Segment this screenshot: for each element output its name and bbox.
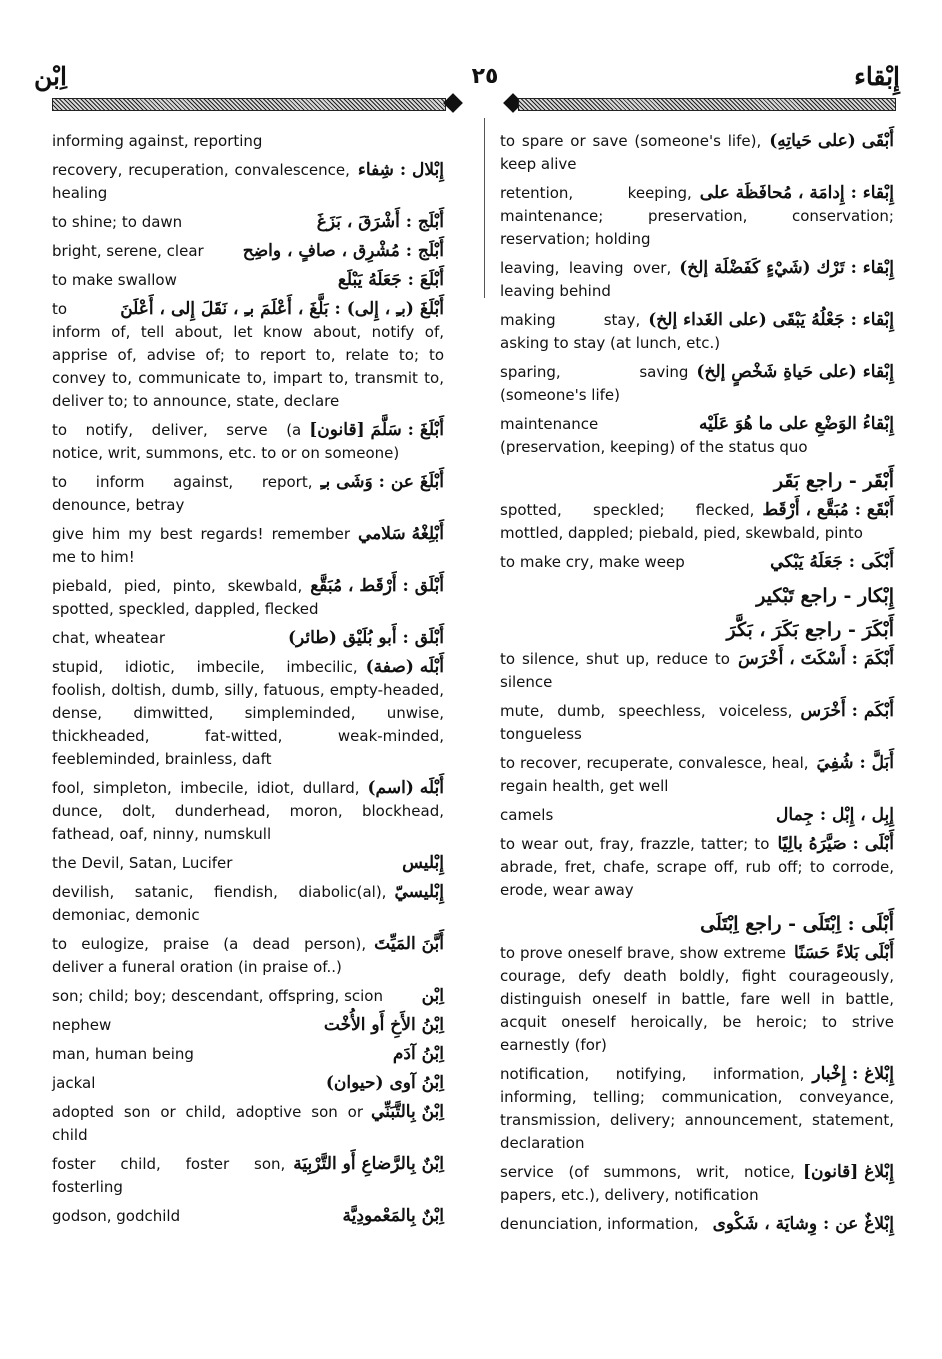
dictionary-entry [52,523,444,569]
english-definition: to inform against, report, denounce, betray [52,473,313,514]
arabic-headword: اِبْنُ آوى (حيوان) [325,1073,444,1093]
dictionary-entry [500,833,894,902]
dictionary-entry [500,257,894,303]
arabic-headword: أَبْلَق : أَبو بُلَيْق (طائر) [287,628,444,648]
cross-reference-entry: أَبْقَر - راجع بَقَر [773,470,894,492]
dictionary-entry [52,575,444,621]
english-definition: bright, serene, clear [52,242,204,260]
left-column [52,130,444,1234]
arabic-headword: أَبْلَق : أَرْقَط ، مُبَقَّع [310,576,444,596]
dictionary-entry [52,1101,444,1147]
arabic-headword: اِبْن [421,986,444,1006]
english-definition: fool, simpleton, imbecile, idiot, dullard, dunce, dolt, dunderhead, moron, blockhead, fathead, oaf, ninny, numskull [52,779,444,843]
dictionary-entry [52,1205,444,1228]
dictionary-entry [52,471,444,517]
dictionary-entry [500,1161,894,1207]
english-definition: to inform of, tell about, let know about, notify of, apprise of, advise of; to report to, relate to; to convey to, communicate to, impart to, transmit to, deliver to; to announce, state, declare [52,300,444,410]
arabic-headword: أَبْلَه (اسم) [367,778,444,798]
english-definition: foster child, foster son, fosterling [52,1155,286,1196]
arabic-headword: أَبْقَع : مُبَقَّع ، أَرْقَط [762,500,894,520]
english-definition: leaving, leaving over, leaving behind [500,259,672,300]
english-definition: maintenance (preservation, keeping) of the status quo [500,415,808,456]
arabic-headword: اِبْنٌ بِالمَعْمودِيَّة [342,1206,444,1226]
left-running-head: اِبْن [34,62,67,91]
arabic-headword: أَبْكَى : جَعَلَهُ يَبْكي [770,552,894,572]
cross-reference-entry: أَبْكَرَ - راجع بَكَرَ ، بَكَّرَ [726,619,894,641]
dictionary-entry [52,1043,444,1066]
arabic-headword: اِبْنُ آدَم [392,1044,444,1064]
arabic-headword: إِبْليسيّ [394,882,444,902]
english-definition: to notify, deliver, serve (a notice, writ, summons, etc. to or on someone) [52,421,400,462]
dictionary-entry [500,942,894,1057]
english-definition: the Devil, Satan, Lucifer [52,854,233,872]
dictionary-entry [500,648,894,694]
dictionary-entry [500,499,894,545]
english-definition: to make cry, make weep [500,553,685,571]
english-definition: service (of summons, writ, notice, papers, etc.), delivery, notification [500,1163,795,1204]
arabic-headword: إِبْقاء : جَعْلُهُ يَبْقَى (على الغَداء إلخ) [648,310,894,330]
dictionary-entry [52,240,444,263]
arabic-headword: أَبْكَمَ : أَسْكَتَ ، أَخْرَسَ [737,649,894,669]
arabic-headword: أَبْلَعَ : جَعَلَهُ يَبْلَع [337,270,444,290]
dictionary-entry [52,1014,444,1037]
english-definition: piebald, pied, pinto, skewbald, spotted, speckled, dappled, flecked [52,577,319,618]
arabic-headword: أَبْلَه (صفة) [365,657,444,677]
arabic-headword: أَبْلَى بَلاءً حَسَنًا [794,943,894,963]
dictionary-entry [500,700,894,746]
dictionary-entry [52,985,444,1008]
arabic-headword: اِبْنٌ بِالتَّبَنِّي [371,1102,444,1122]
dictionary-entry [500,752,894,798]
english-definition: making stay, asking to stay (at lunch, etc.) [500,311,721,352]
arabic-headword: إِبْليس [402,853,444,873]
english-definition: to recover, recuperate, convalesce, heal, regain health, get well [500,754,809,795]
cross-reference-entry: أَبْلَى : اِبْتَلَى - راجع اِبْتَلَى [700,913,894,935]
dictionary-entry [500,1063,894,1155]
dictionary-entry [52,419,444,465]
english-definition: retention, keeping, maintenance; preservation, conservation; reservation; holding [500,184,894,248]
dictionary-entry [500,130,894,176]
dictionary-entry [500,309,894,355]
arabic-headword: إِبْلاغٌ عن : وِشايَة ، شَكْوى [712,1214,894,1234]
dictionary-entry [52,852,444,875]
header-rule-left [52,98,446,111]
arabic-headword: أَبْلَى : صَيَّرَهُ بالِيًا [777,834,894,854]
header-rule-right [518,98,896,111]
arabic-headword: أَبْلَغَ عن : وَشَى بـِ [320,472,444,492]
english-definition: to eulogize, praise (a dead person), deliver a funeral oration (in praise of..) [52,935,367,976]
dictionary-entry [500,804,894,827]
english-definition: to shine; to dawn [52,213,183,231]
dictionary-entry [52,777,444,846]
arabic-headword: أَبَلَّ : شُفِيَ [816,753,894,773]
arabic-headword: اِبْنُ الأَخِ أَو الأُخْت [323,1015,444,1035]
arabic-headword: إِبْقاءُ الوَضْعِ على ما هُوَ عَلَيْه [699,414,894,434]
arabic-headword: أَبْلَغَ (بـِ ، إِلى) : بَلَّغَ ، أَعْلَمَ بـِ ، نَقَلَ إِلى ، أَعْلَنَ [120,299,444,319]
english-definition: chat, wheatear [52,629,166,647]
english-definition: to prove oneself brave, show extreme courage, defy death boldly, fight courageously, distinguish oneself in battle, fare well in battle, acquit oneself heroically, be heroic; to strive earnestly (for) [500,944,894,1054]
dictionary-entry [52,130,444,153]
dictionary-entry [52,1153,444,1199]
dictionary-entry [52,881,444,927]
right-running-head: إِبْقاء [854,62,900,91]
dictionary-entry [52,159,444,205]
english-definition: denunciation, information, [500,1215,699,1233]
dictionary-entry [500,551,894,574]
right-column [500,130,894,1242]
english-definition: nephew [52,1016,112,1034]
dictionary-entry [500,182,894,251]
english-definition: recovery, recuperation, convalescence, healing [52,161,350,202]
dictionary-entry [500,413,894,459]
english-definition: man, human being [52,1045,194,1063]
arabic-headword: أَبْلَج : أَشْرَقَ ، بَزَغَ [316,212,444,232]
english-definition: devilish, satanic, fiendish, diabolic(al), demoniac, demonic [52,883,387,924]
column-divider [484,118,485,298]
dictionary-entry [52,656,444,771]
dictionary-entry [52,933,444,979]
dictionary-entry [500,361,894,407]
arabic-headword: إِبْقاء : إِدامَة ، مُحافَظَة على [699,183,894,203]
arabic-headword: إِبِل ، إِبْل : جِمال [776,805,894,825]
english-definition: to make swallow [52,271,177,289]
english-definition: to spare or save (someone's life), keep alive [500,132,762,173]
english-definition: sparing, saving (someone's life) [500,363,689,404]
english-definition: camels [500,806,554,824]
header-diamond-left [443,93,463,113]
english-definition: godson, godchild [52,1207,181,1225]
arabic-headword: أَبَّنَ المَيِّتَ [374,934,444,954]
english-definition: to silence, shut up, reduce to silence [500,650,730,691]
english-definition: stupid, idiotic, imbecile, imbecilic, foolish, doltish, dumb, silly, fatuous, empty-headed, dense, dimwitted, simpleminded, unwise, thickheaded, fat-witted, weak-minded, feebleminded, brainless, daft [52,658,444,768]
english-definition: mute, dumb, speechless, voiceless, tongueless [500,702,793,743]
dictionary-entry [52,211,444,234]
dictionary-entry [52,269,444,292]
arabic-headword: إِبْلاغ : إِخْبار [812,1064,894,1084]
english-definition: notification, notifying, information, informing, telling; communication, conveyance, transmission, delivery; announcement, statement, declaration [500,1065,894,1152]
english-definition: jackal [52,1074,96,1092]
arabic-headword: إِبْلال : شِفاء [357,160,444,180]
dictionary-entry [500,1213,894,1236]
arabic-headword: أَبْكَم : أَخْرَس [800,701,894,721]
english-definition: adopted son or child, adoptive son or child [52,1103,364,1144]
arabic-headword: أَبْلَغَ : سَلَّمَ [قانون] [309,420,444,440]
arabic-headword: إِبْقاء (على حَياةِ شَخْصٍ إلخ) [696,362,894,382]
arabic-headword: أَبْلَج : مُشْرِق ، صافٍ ، واضِح [242,241,444,261]
arabic-headword: أَبْقَى (على حَياتِهِ) [769,131,894,151]
cross-reference-entry: إِبْكار - راجع تَبْكير [756,585,894,607]
english-definition: spotted, speckled; flecked, mottled, dappled; piebald, pied, skewbald, pinto [500,501,863,542]
dictionary-entry [52,1072,444,1095]
arabic-headword: أَبْلِغْهُ سَلامي [358,524,444,544]
dictionary-entry [52,627,444,650]
dictionary-entry [52,298,444,413]
arabic-headword: إِبْلاغ [قانون] [802,1162,894,1182]
page-number: ٢٥ [471,64,499,89]
english-definition: informing against, reporting [52,132,263,150]
english-definition: to wear out, fray, frazzle, tatter; to abrade, fret, chafe, scrape off, rub off; to corrode, erode, wear away [500,835,894,899]
english-definition: son; child; boy; descendant, offspring, scion [52,987,383,1005]
english-definition: give him my best regards! remember me to him! [52,525,351,566]
arabic-headword: اِبْنٌ بِالرَّضاعِ أَو التَّرْبِيَة [293,1154,444,1174]
arabic-headword: إِبْقاء : تَرْك (شَيْءٍ كَفَضْلَة إلخ) [679,258,894,278]
